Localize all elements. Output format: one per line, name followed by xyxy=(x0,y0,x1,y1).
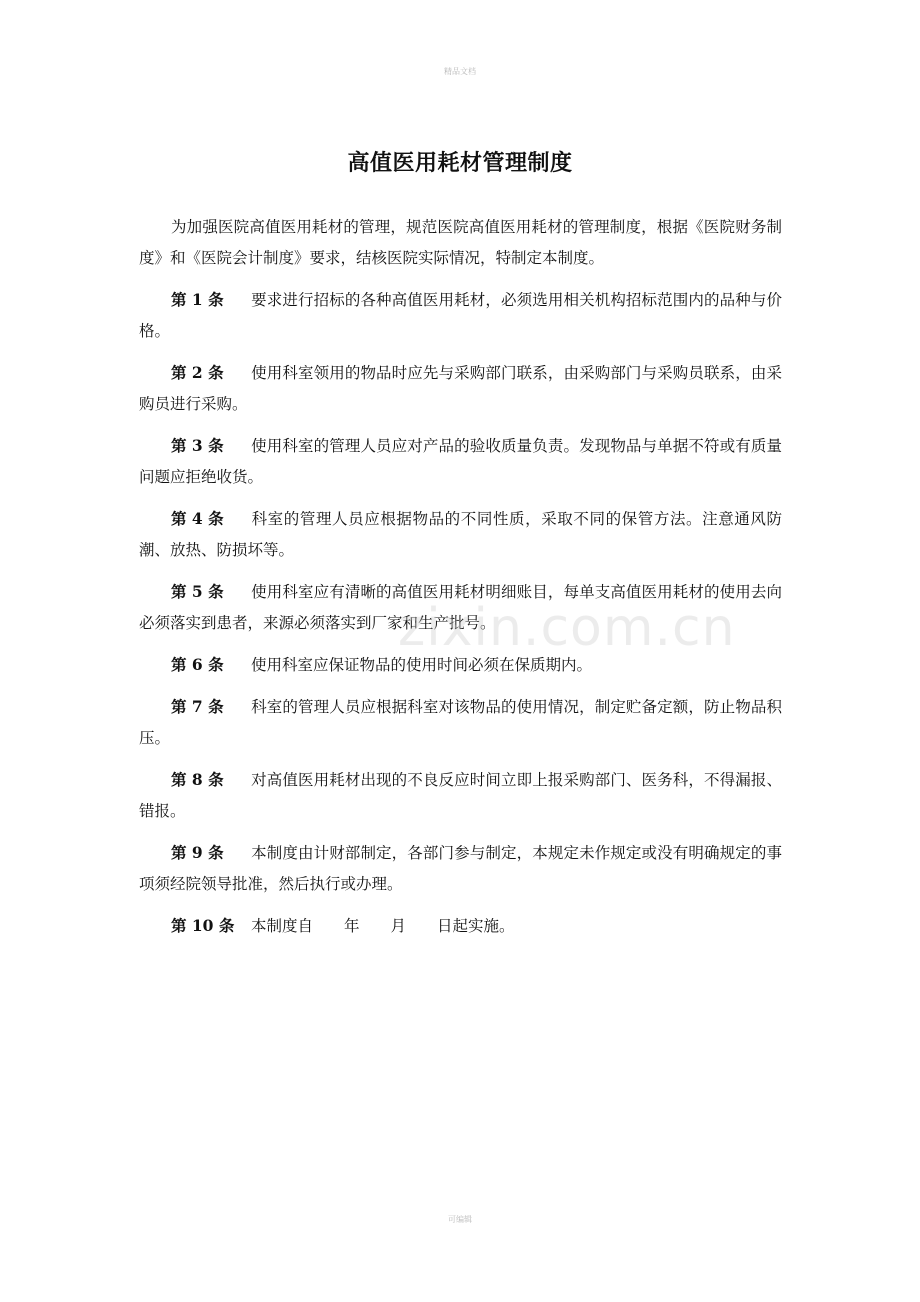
article-text: 使用科室应有清晰的高值医用耗材明细账目，每单支高值医用耗材的使用去向必须落实到患者，来源必须落实到厂家和生产批号。 xyxy=(139,583,782,632)
article-8 xyxy=(139,764,782,827)
article-number: 第 3 条 xyxy=(171,436,224,455)
article-5 xyxy=(139,576,782,639)
site-watermark: zixin.com.cn xyxy=(398,598,736,658)
article-2 xyxy=(139,357,782,420)
article-9 xyxy=(139,837,782,900)
article-text: 对高值医用耗材出现的不良反应时间立即上报采购部门、医务科，不得漏报、错报。 xyxy=(139,771,782,820)
article-text: 使用科室应保证物品的使用时间必须在保质期内。 xyxy=(251,656,593,674)
article-1 xyxy=(139,284,782,347)
document-body xyxy=(139,212,782,952)
article-number: 第 1 条 xyxy=(171,290,224,309)
article-text: 科室的管理人员应根据物品的不同性质，采取不同的保管方法。注意通风防潮、放热、防损坏等。 xyxy=(139,510,782,559)
article-3 xyxy=(139,430,782,493)
article-number: 第 5 条 xyxy=(171,582,224,601)
header-watermark: 精品文档 xyxy=(444,67,476,76)
article-10 xyxy=(139,910,782,942)
article-text: 本制度自 年 月 日起实施。 xyxy=(251,917,515,935)
article-number: 第 9 条 xyxy=(171,843,224,862)
article-number: 第 8 条 xyxy=(171,770,224,789)
article-number: 第 6 条 xyxy=(171,655,224,674)
intro-paragraph: 为加强医院高值医用耗材的管理，规范医院高值医用耗材的管理制度，根据《医院财务制度》和《医院会计制度》要求，结核医院实际情况，特制定本制度。 xyxy=(139,218,782,267)
article-4 xyxy=(139,503,782,566)
article-text: 使用科室的管理人员应对产品的验收质量负责。发现物品与单据不符或有质量问题应拒绝收货。 xyxy=(139,437,782,486)
article-number: 第 2 条 xyxy=(171,363,224,382)
article-number: 第 10 条 xyxy=(171,916,235,935)
article-6 xyxy=(139,649,782,681)
article-number: 第 4 条 xyxy=(171,509,224,528)
article-text: 本制度由计财部制定，各部门参与制定，本规定未作规定或没有明确规定的事项须经院领导批准，然后执行或办理。 xyxy=(139,844,782,893)
article-text: 使用科室领用的物品时应先与采购部门联系，由采购部门与采购员联系，由采购员进行采购。 xyxy=(139,364,782,413)
article-7 xyxy=(139,691,782,754)
footer-watermark: 可编辑 xyxy=(448,1215,472,1224)
article-text: 要求进行招标的各种高值医用耗材，必须选用相关机构招标范围内的品种与价格。 xyxy=(139,291,782,340)
document-title: 高值医用耗材管理制度 xyxy=(347,151,573,176)
article-number: 第 7 条 xyxy=(171,697,224,716)
article-text: 科室的管理人员应根据科室对该物品的使用情况，制定贮备定额，防止物品积压。 xyxy=(139,698,782,747)
